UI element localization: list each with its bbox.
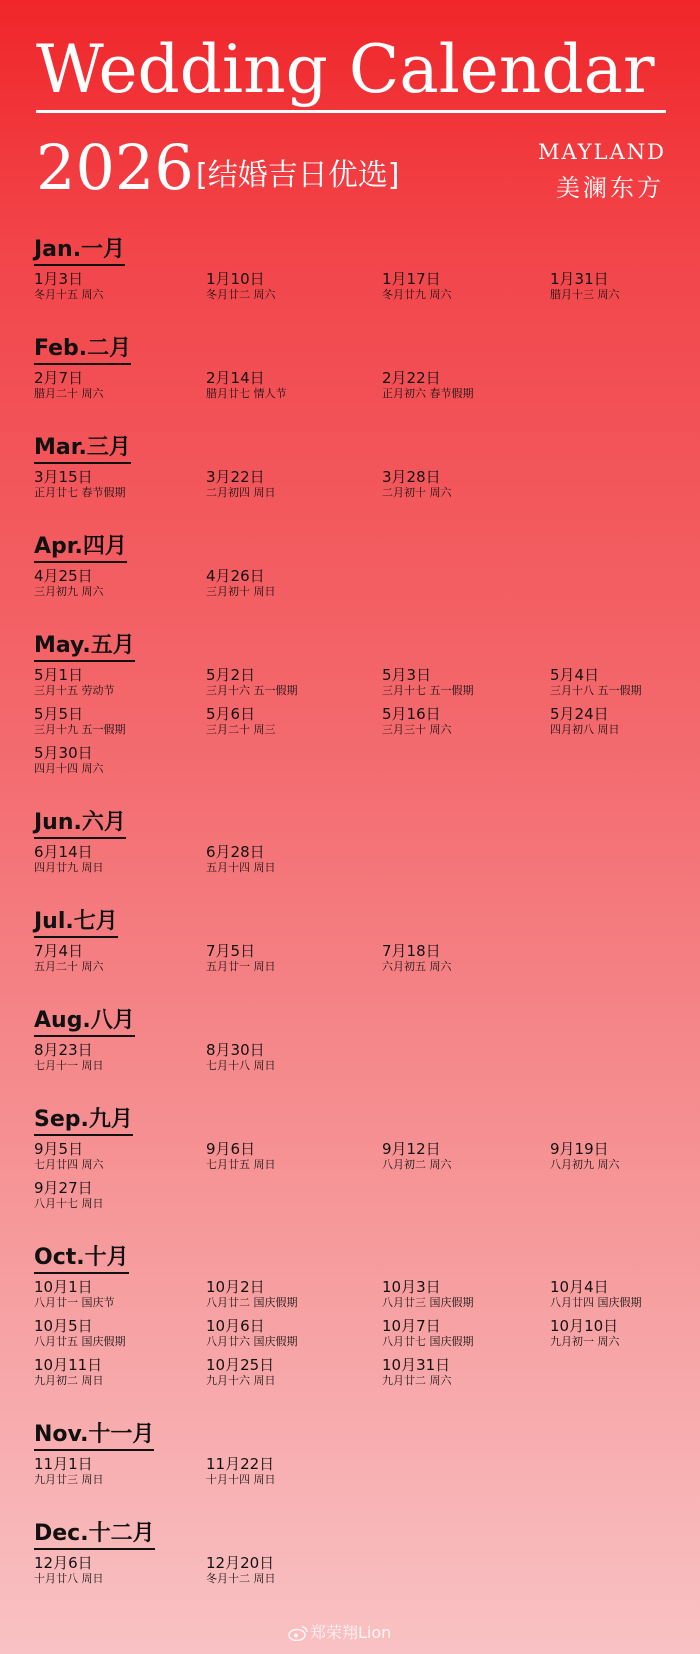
lunar-weekday-label: 六月初五 周六 <box>382 960 452 973</box>
date-entry <box>34 942 206 973</box>
date-label: 10月2日 <box>206 1278 265 1296</box>
date-entry <box>34 270 206 301</box>
date-entry <box>550 1278 674 1309</box>
month-heading: Dec.十二月 <box>34 1520 155 1550</box>
date-label: 8月30日 <box>206 1041 265 1059</box>
date-entry <box>34 567 206 598</box>
date-entry <box>34 1356 206 1387</box>
month-heading: Aug.八月 <box>34 1007 135 1037</box>
date-label: 7月4日 <box>34 942 84 960</box>
date-entry <box>382 666 550 697</box>
date-entry <box>206 1140 382 1171</box>
date-entry <box>206 942 382 973</box>
date-label: 9月12日 <box>382 1140 441 1158</box>
date-entry <box>550 666 674 697</box>
date-entry <box>382 369 550 400</box>
date-grid <box>34 1041 674 1072</box>
date-label: 5月30日 <box>34 744 93 762</box>
date-grid <box>34 666 674 775</box>
date-label: 9月27日 <box>34 1179 93 1197</box>
date-label: 10月6日 <box>206 1317 265 1335</box>
date-label: 5月24日 <box>550 705 609 723</box>
month-section <box>34 632 674 775</box>
date-label: 1月3日 <box>34 270 84 288</box>
date-label: 5月16日 <box>382 705 441 723</box>
lunar-weekday-label: 四月初八 周日 <box>550 723 620 736</box>
month-heading: Sep.九月 <box>34 1106 133 1136</box>
lunar-weekday-label: 腊月廿七 情人节 <box>206 387 287 400</box>
date-entry <box>34 1554 206 1585</box>
date-label: 10月10日 <box>550 1317 619 1335</box>
lunar-weekday-label: 九月廿二 周六 <box>382 1374 452 1387</box>
date-label: 10月7日 <box>382 1317 441 1335</box>
date-label: 1月10日 <box>206 270 265 288</box>
date-label: 1月17日 <box>382 270 441 288</box>
lunar-weekday-label: 九月廿三 周日 <box>34 1473 104 1486</box>
lunar-weekday-label: 八月十七 周日 <box>34 1197 104 1210</box>
month-heading: Apr.四月 <box>34 533 127 563</box>
date-entry <box>34 1455 206 1486</box>
month-heading: Jul.七月 <box>34 908 118 938</box>
date-label: 4月25日 <box>34 567 93 585</box>
date-entry <box>382 1278 550 1309</box>
month-section <box>34 335 674 400</box>
date-grid <box>34 369 674 400</box>
lunar-weekday-label: 七月十八 周日 <box>206 1059 276 1072</box>
date-label: 10月25日 <box>206 1356 275 1374</box>
date-label: 9月5日 <box>34 1140 84 1158</box>
date-grid <box>34 468 674 499</box>
months-list <box>34 236 674 1619</box>
date-label: 11月22日 <box>206 1455 275 1473</box>
date-entry <box>34 468 206 499</box>
month-section <box>34 1421 674 1486</box>
lunar-weekday-label: 冬月廿二 周六 <box>206 288 276 301</box>
date-entry <box>34 744 206 775</box>
lunar-weekday-label: 三月初九 周六 <box>34 585 104 598</box>
date-entry <box>34 1278 206 1309</box>
month-section <box>34 809 674 874</box>
month-section <box>34 1106 674 1210</box>
date-grid <box>34 270 674 301</box>
date-entry <box>206 843 382 874</box>
subtitle: [结婚吉日优选] <box>196 158 400 193</box>
date-entry <box>206 1317 382 1348</box>
date-label: 2月22日 <box>382 369 441 387</box>
lunar-weekday-label: 冬月十五 周六 <box>34 288 104 301</box>
weibo-icon <box>288 1625 308 1641</box>
month-heading: Jun.六月 <box>34 809 126 839</box>
date-label: 12月6日 <box>34 1554 93 1572</box>
lunar-weekday-label: 三月十六 五一假期 <box>206 684 298 697</box>
date-grid <box>34 567 674 598</box>
watermark-text: 郑荣翔Lion <box>310 1623 392 1642</box>
lunar-weekday-label: 冬月廿九 周六 <box>382 288 452 301</box>
date-entry <box>206 1455 382 1486</box>
lunar-weekday-label: 冬月十二 周日 <box>206 1572 276 1585</box>
watermark <box>288 1620 391 1643</box>
lunar-weekday-label: 三月十七 五一假期 <box>382 684 474 697</box>
lunar-weekday-label: 九月十六 周日 <box>206 1374 276 1387</box>
date-entry <box>550 1140 674 1171</box>
date-entry <box>382 705 550 736</box>
date-label: 2月14日 <box>206 369 265 387</box>
date-entry <box>382 270 550 301</box>
month-section <box>34 1007 674 1072</box>
date-entry <box>34 1041 206 1072</box>
lunar-weekday-label: 八月廿六 国庆假期 <box>206 1335 298 1348</box>
date-entry <box>34 1140 206 1171</box>
month-heading: Mar.三月 <box>34 434 131 464</box>
month-heading: Feb.二月 <box>34 335 131 365</box>
date-entry <box>206 705 382 736</box>
lunar-weekday-label: 九月初二 周日 <box>34 1374 104 1387</box>
date-label: 5月3日 <box>382 666 432 684</box>
date-label: 10月31日 <box>382 1356 451 1374</box>
month-section <box>34 1244 674 1387</box>
lunar-weekday-label: 五月十四 周日 <box>206 861 276 874</box>
month-heading: Jan.一月 <box>34 236 125 266</box>
lunar-weekday-label: 八月廿四 国庆假期 <box>550 1296 642 1309</box>
lunar-weekday-label: 正月初六 春节假期 <box>382 387 474 400</box>
brand-logo-cn: 美澜东方 <box>556 174 664 202</box>
lunar-weekday-label: 三月初十 周日 <box>206 585 276 598</box>
date-entry <box>206 567 382 598</box>
month-section <box>34 908 674 973</box>
lunar-weekday-label: 八月廿三 国庆假期 <box>382 1296 474 1309</box>
lunar-weekday-label: 三月十九 五一假期 <box>34 723 126 736</box>
lunar-weekday-label: 腊月二十 周六 <box>34 387 104 400</box>
date-entry <box>550 705 674 736</box>
date-entry <box>550 1317 674 1348</box>
date-entry <box>382 1356 550 1387</box>
lunar-weekday-label: 五月廿一 周日 <box>206 960 276 973</box>
date-label: 3月15日 <box>34 468 93 486</box>
month-section <box>34 434 674 499</box>
date-label: 9月6日 <box>206 1140 256 1158</box>
date-grid <box>34 1554 674 1585</box>
date-entry <box>382 1140 550 1171</box>
lunar-weekday-label: 十月廿八 周日 <box>34 1572 104 1585</box>
date-label: 9月19日 <box>550 1140 609 1158</box>
date-entry <box>206 270 382 301</box>
lunar-weekday-label: 二月初四 周日 <box>206 486 276 499</box>
date-label: 7月18日 <box>382 942 441 960</box>
date-entry <box>206 1041 382 1072</box>
date-label: 5月6日 <box>206 705 256 723</box>
date-label: 5月5日 <box>34 705 84 723</box>
date-label: 5月4日 <box>550 666 600 684</box>
date-label: 5月1日 <box>34 666 84 684</box>
date-label: 10月1日 <box>34 1278 93 1296</box>
lunar-weekday-label: 八月廿一 国庆节 <box>34 1296 115 1309</box>
date-label: 3月22日 <box>206 468 265 486</box>
lunar-weekday-label: 正月廿七 春节假期 <box>34 486 126 499</box>
lunar-weekday-label: 八月初二 周六 <box>382 1158 452 1171</box>
date-label: 11月1日 <box>34 1455 93 1473</box>
date-label: 1月31日 <box>550 270 609 288</box>
date-entry <box>34 666 206 697</box>
date-label: 2月7日 <box>34 369 84 387</box>
lunar-weekday-label: 八月廿五 国庆假期 <box>34 1335 126 1348</box>
lunar-weekday-label: 三月十五 劳动节 <box>34 684 115 697</box>
lunar-weekday-label: 二月初十 周六 <box>382 486 452 499</box>
date-label: 10月4日 <box>550 1278 609 1296</box>
date-entry <box>206 468 382 499</box>
date-label: 10月3日 <box>382 1278 441 1296</box>
date-grid <box>34 1140 674 1210</box>
date-label: 10月5日 <box>34 1317 93 1335</box>
lunar-weekday-label: 三月三十 周六 <box>382 723 452 736</box>
lunar-weekday-label: 四月廿九 周日 <box>34 861 104 874</box>
date-entry <box>206 1356 382 1387</box>
date-entry <box>34 705 206 736</box>
lunar-weekday-label: 三月二十 周三 <box>206 723 276 736</box>
date-entry <box>382 468 550 499</box>
date-label: 6月28日 <box>206 843 265 861</box>
lunar-weekday-label: 七月十一 周日 <box>34 1059 104 1072</box>
date-grid <box>34 1278 674 1387</box>
title-divider <box>36 110 666 113</box>
date-grid <box>34 843 674 874</box>
date-entry <box>550 270 674 301</box>
date-entry <box>206 369 382 400</box>
brand-logo-en: MAYLAND <box>537 140 666 164</box>
lunar-weekday-label: 八月廿七 国庆假期 <box>382 1335 474 1348</box>
lunar-weekday-label: 七月廿四 周六 <box>34 1158 104 1171</box>
date-label: 7月5日 <box>206 942 256 960</box>
date-entry <box>382 942 550 973</box>
date-entry <box>34 369 206 400</box>
page-title: Wedding Calendar <box>36 31 655 108</box>
date-entry <box>206 666 382 697</box>
date-entry <box>34 843 206 874</box>
lunar-weekday-label: 三月十八 五一假期 <box>550 684 642 697</box>
date-label: 10月11日 <box>34 1356 103 1374</box>
date-label: 6月14日 <box>34 843 93 861</box>
date-entry <box>382 1317 550 1348</box>
date-entry <box>34 1179 206 1210</box>
date-entry <box>206 1554 382 1585</box>
date-label: 8月23日 <box>34 1041 93 1059</box>
lunar-weekday-label: 八月初九 周六 <box>550 1158 620 1171</box>
date-entry <box>206 1278 382 1309</box>
lunar-weekday-label: 八月廿二 国庆假期 <box>206 1296 298 1309</box>
month-section <box>34 1520 674 1585</box>
date-label: 3月28日 <box>382 468 441 486</box>
date-grid <box>34 942 674 973</box>
month-heading: Nov.十一月 <box>34 1421 154 1451</box>
lunar-weekday-label: 十月十四 周日 <box>206 1473 276 1486</box>
lunar-weekday-label: 七月廿五 周日 <box>206 1158 276 1171</box>
month-section <box>34 236 674 301</box>
lunar-weekday-label: 九月初一 周六 <box>550 1335 620 1348</box>
month-section <box>34 533 674 598</box>
year-label: 2026 <box>36 131 194 204</box>
date-grid <box>34 1455 674 1486</box>
date-label: 12月20日 <box>206 1554 275 1572</box>
lunar-weekday-label: 五月二十 周六 <box>34 960 104 973</box>
date-entry <box>34 1317 206 1348</box>
lunar-weekday-label: 四月十四 周六 <box>34 762 104 775</box>
date-label: 5月2日 <box>206 666 256 684</box>
month-heading: May.五月 <box>34 632 135 662</box>
date-label: 4月26日 <box>206 567 265 585</box>
lunar-weekday-label: 腊月十三 周六 <box>550 288 620 301</box>
month-heading: Oct.十月 <box>34 1244 129 1274</box>
